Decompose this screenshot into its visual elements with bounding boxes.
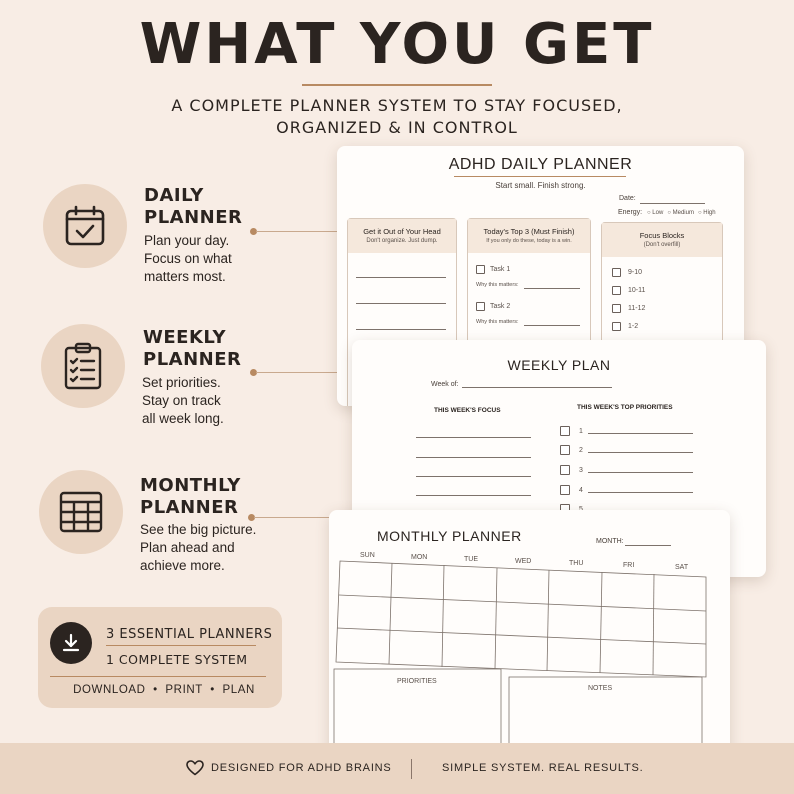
calendar-check-icon xyxy=(43,184,127,268)
connector-line xyxy=(254,517,334,518)
energy-label: Energy: xyxy=(618,209,643,216)
date-label: Date: xyxy=(619,195,636,202)
footer-right-text: SIMPLE SYSTEM. REAL RESULTS. xyxy=(442,762,644,774)
focus-heading: THIS WEEK'S FOCUS xyxy=(434,407,501,414)
footer-bar xyxy=(0,743,794,794)
footer-left-text: DESIGNED FOR ADHD BRAINS xyxy=(211,762,392,774)
priority-checkbox[interactable] xyxy=(560,485,570,495)
feature-title-daily: DAILY PLANNER xyxy=(144,185,243,228)
feature-title-monthly: MONTHLY PLANNER xyxy=(140,475,241,518)
monthly-planner-card: MONTHLY PLANNER MONTH: SUN MON TUE WED THU FRI SAT PRIORITIES NOTES xyxy=(329,510,730,770)
energy-options: ○ Low ○ Medium ○ High xyxy=(647,210,716,216)
task-1-checkbox[interactable] xyxy=(476,265,485,274)
top-three-column: Today's Top 3 (Must Finish) If you only do these, today is a win. Task 1 Why this matters: Task 2 Why this matters: xyxy=(467,218,591,406)
footer-divider xyxy=(411,759,412,779)
date-line xyxy=(640,203,705,204)
title-divider xyxy=(302,84,492,86)
subtitle-line-2: ORGANIZED & IN CONTROL xyxy=(276,118,518,137)
month-label: MONTH: xyxy=(596,538,624,545)
notes-label: NOTES xyxy=(588,685,613,692)
week-of-line xyxy=(462,387,612,388)
download-icon xyxy=(50,622,92,664)
summary-line-1: 3 ESSENTIAL PLANNERS xyxy=(106,627,273,642)
month-grid xyxy=(329,510,730,770)
summary-line-2: 1 COMPLETE SYSTEM xyxy=(106,652,248,667)
feature-desc-weekly: Set priorities. Stay on track all week long. xyxy=(142,375,224,426)
subtitle-line-1: A COMPLETE PLANNER SYSTEM TO STAY FOCUSED, xyxy=(171,96,623,115)
priority-checkbox[interactable] xyxy=(560,426,570,436)
feature-desc-monthly: See the big picture. Plan ahead and achieve more. xyxy=(140,522,257,573)
page-title: WHAT YOU GET xyxy=(139,12,655,77)
focus-block-checkbox[interactable] xyxy=(612,322,621,331)
focus-block-checkbox[interactable] xyxy=(612,268,621,277)
monthly-title: MONTHLY PLANNER xyxy=(377,528,522,544)
daily-title: ADHD DAILY PLANNER xyxy=(448,156,633,173)
focus-block-checkbox[interactable] xyxy=(612,286,621,295)
priority-checkbox[interactable] xyxy=(560,465,570,475)
brain-dump-column: Get it Out of Your Head Don't organize. Just dump. xyxy=(347,218,457,406)
weekly-title: WEEKLY PLAN xyxy=(507,357,611,373)
calendar-grid-icon xyxy=(39,470,123,554)
connector-line xyxy=(256,231,346,232)
daily-tagline: Start small. Finish strong. xyxy=(495,181,586,190)
heart-icon xyxy=(186,760,204,781)
task-2-checkbox[interactable] xyxy=(476,302,485,311)
clipboard-checklist-icon xyxy=(41,324,125,408)
priorities-heading: THIS WEEK'S TOP PRIORITIES xyxy=(577,404,673,411)
focus-block-checkbox[interactable] xyxy=(612,304,621,313)
priorities-label: PRIORITIES xyxy=(397,678,437,685)
summary-actions: DOWNLOAD • PRINT • PLAN xyxy=(73,684,255,696)
summary-divider xyxy=(50,676,266,677)
daily-title-rule xyxy=(454,176,626,177)
focus-blocks-column: Focus Blocks (Don't overfill) 9-10 10-11 11-12 1-2 xyxy=(601,222,723,406)
feature-desc-daily: Plan your day. Focus on what matters most. xyxy=(144,233,232,284)
summary-divider xyxy=(106,645,256,646)
week-of-label: Week of: xyxy=(431,381,459,388)
feature-title-weekly: WEEKLY PLANNER xyxy=(143,327,242,370)
weekly-plan-card: WEEKLY PLAN Week of: THIS WEEK'S FOCUS THIS WEEK'S TOP PRIORITIES 1 2 3 4 xyxy=(352,340,766,577)
priority-checkbox[interactable] xyxy=(560,445,570,455)
